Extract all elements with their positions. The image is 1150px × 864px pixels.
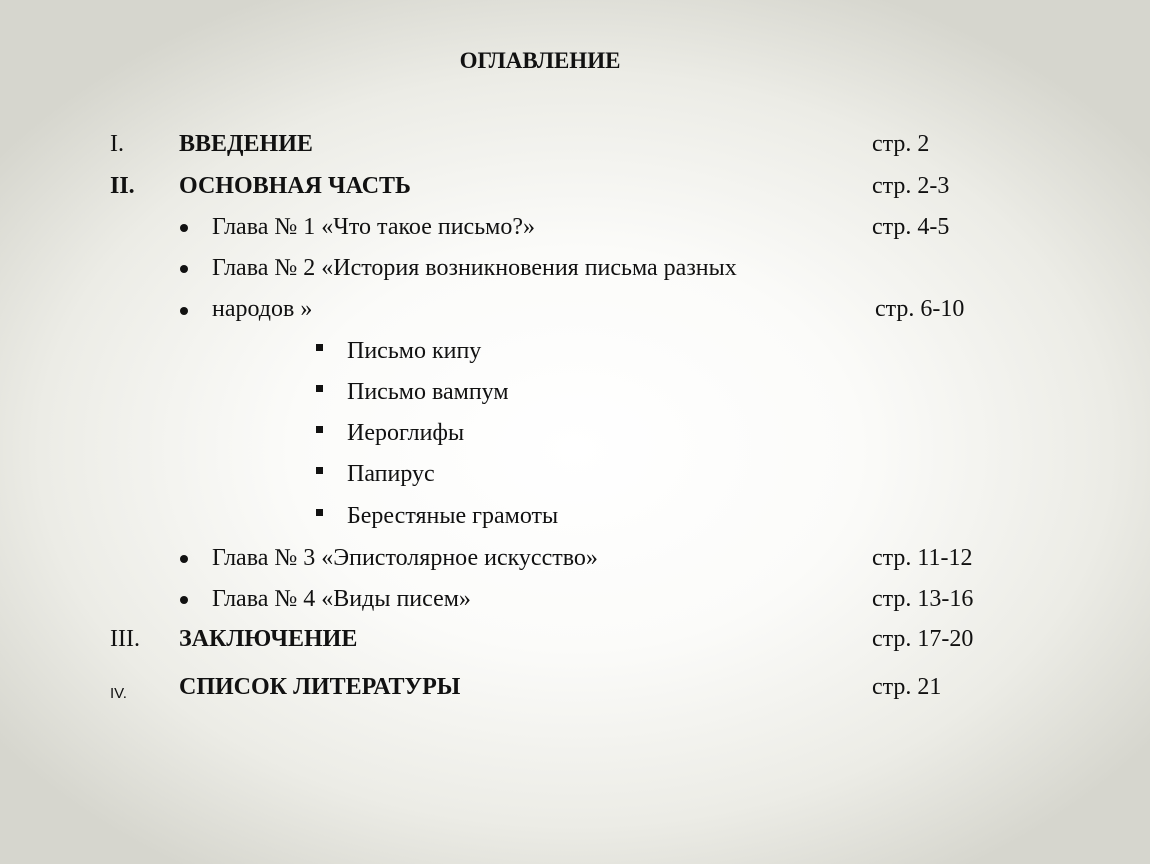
chapter-title: Глава № 3 «Эпистолярное искусство»: [212, 545, 598, 571]
page-range: стр. 2-3: [872, 173, 950, 199]
bullet-icon: [180, 265, 188, 273]
chapter-title-continued: народов »: [212, 296, 313, 322]
section-number: III.: [110, 626, 140, 652]
page-range: стр. 2: [872, 131, 930, 157]
section-number: I.: [110, 131, 124, 157]
square-bullet-icon: [316, 344, 323, 351]
toc-title: ОГЛАВЛЕНИЕ: [459, 48, 621, 73]
square-bullet-icon: [316, 509, 323, 516]
bullet-icon: [180, 555, 188, 563]
section-number: II.: [110, 173, 135, 199]
section-number: IV.: [110, 685, 127, 702]
subsection-item: Письмо кипу: [347, 338, 482, 364]
chapter-title: Глава № 2 «История возникновения письма разных: [212, 255, 737, 281]
page-range: стр. 11-12: [872, 545, 973, 571]
square-bullet-icon: [316, 467, 323, 474]
page-range: стр. 6-10: [875, 296, 965, 322]
chapter-title: Глава № 1 «Что такое письмо?»: [212, 214, 535, 240]
square-bullet-icon: [316, 426, 323, 433]
subsection-item: Папирус: [347, 461, 435, 487]
section-title: СПИСОК ЛИТЕРАТУРЫ: [179, 674, 461, 700]
square-bullet-icon: [316, 385, 323, 392]
page-range: стр. 4-5: [872, 214, 950, 240]
page-range: стр. 21: [872, 674, 942, 700]
bullet-icon: [180, 596, 188, 604]
section-title: ВВЕДЕНИЕ: [179, 131, 313, 157]
subsection-item: Письмо вампум: [347, 379, 509, 405]
section-title: ЗАКЛЮЧЕНИЕ: [179, 626, 358, 652]
bullet-icon: [180, 307, 188, 315]
section-title: ОСНОВНАЯ ЧАСТЬ: [179, 173, 411, 199]
subsection-item: Иероглифы: [347, 420, 465, 446]
chapter-title: Глава № 4 «Виды писем»: [212, 586, 471, 612]
subsection-item: Берестяные грамоты: [347, 503, 559, 529]
page-range: стр. 13-16: [872, 586, 974, 612]
page-range: стр. 17-20: [872, 626, 974, 652]
bullet-icon: [180, 224, 188, 232]
